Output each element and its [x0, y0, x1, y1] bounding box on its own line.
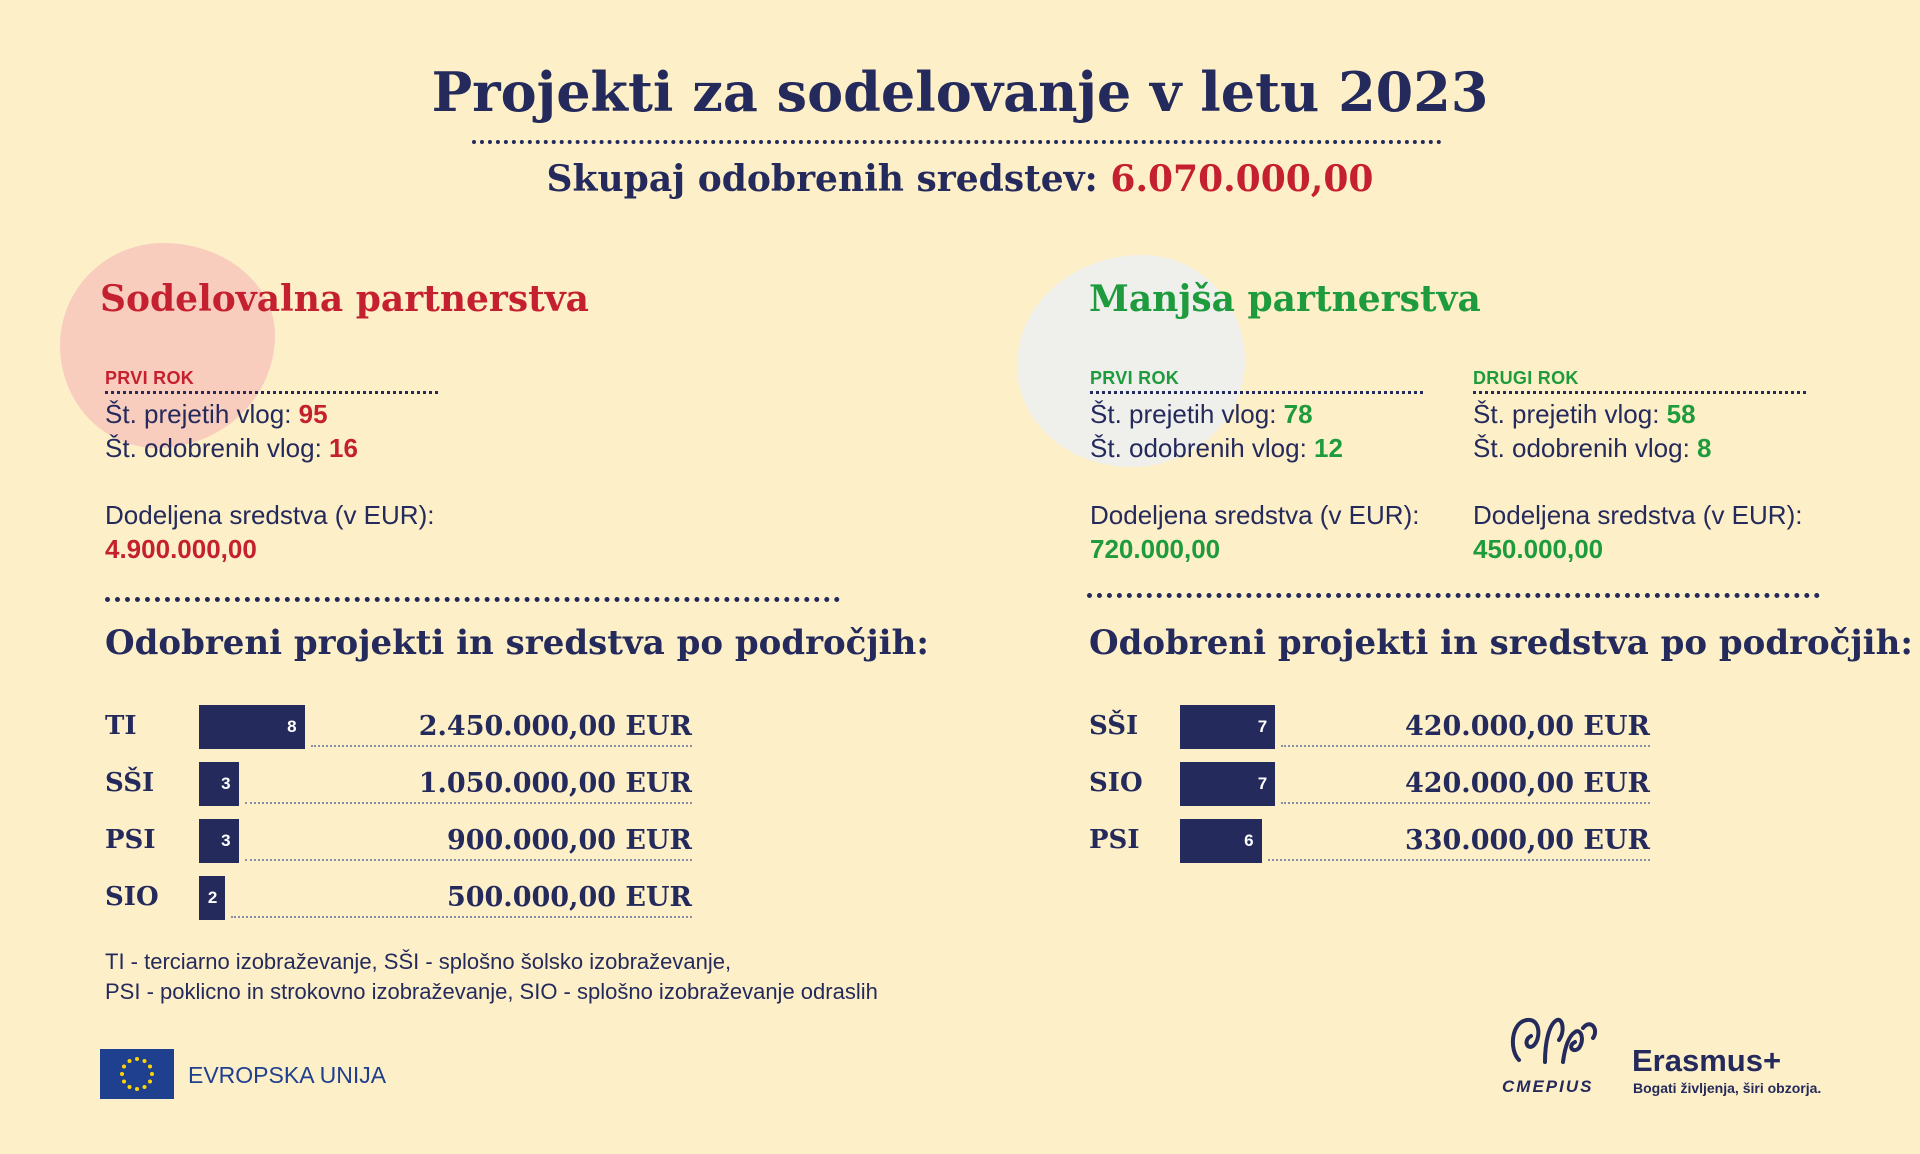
bar-count-label: 3 — [221, 774, 231, 793]
leader-line — [311, 745, 692, 747]
leader-line — [231, 916, 692, 918]
funds-value: 420.000,00 EUR — [1404, 768, 1650, 799]
title-divider — [472, 140, 1442, 144]
funds-value: 1.050.000,00 EUR — [418, 768, 692, 799]
right-round2-received — [1473, 399, 1696, 430]
bar — [1180, 762, 1275, 806]
right-round2-funds-label: Dodeljena sredstva (v EUR): — [1473, 500, 1803, 530]
funds-value: 330.000,00 EUR — [1404, 825, 1650, 856]
right-round1-received — [1090, 399, 1313, 430]
total-funds — [0, 158, 1920, 200]
right-round1-funds-value: 720.000,00 — [1090, 534, 1221, 564]
category-label: PSI — [1089, 825, 1140, 855]
category-label: SIO — [105, 882, 159, 912]
right-divider — [1087, 593, 1820, 598]
right-round2-label: DRUGI ROK — [1473, 368, 1579, 388]
bar-count-label: 7 — [1257, 717, 1268, 736]
eu-label: EVROPSKA UNIJA — [188, 1062, 387, 1088]
leader-line — [245, 802, 692, 804]
right-round1-approved — [1090, 433, 1343, 464]
bar-count-label: 3 — [221, 831, 231, 850]
category-label: TI — [105, 711, 137, 741]
right-round1-rule — [1090, 391, 1423, 394]
right-round1-funds-label: Dodeljena sredstva (v EUR): — [1090, 500, 1420, 530]
right-round2-approved-value: 8 — [1697, 433, 1712, 463]
right-round1-received-value: 78 — [1283, 399, 1313, 429]
page-title: Projekti za sodelovanje v letu 2023 — [431, 60, 1489, 124]
bar-count-label: 6 — [1244, 831, 1254, 850]
erasmus-slogan: Bogati življenja, širi obzorja. — [1633, 1080, 1822, 1096]
section-title-manjsa: Manjša partnerstva — [1089, 278, 1481, 320]
funds-value: 900.000,00 EUR — [446, 825, 692, 856]
left-approved-label: Št. odobrenih vlog: — [105, 433, 322, 463]
leader-line — [245, 859, 692, 861]
funds-value: 420.000,00 EUR — [1404, 711, 1650, 742]
right-round2-funds-value: 450.000,00 — [1473, 534, 1604, 564]
left-received — [105, 399, 328, 430]
cmepius-logo-text: CMEPIUS — [1502, 1077, 1594, 1096]
eu-flag-icon — [100, 1049, 174, 1099]
right-round1-approved-value: 12 — [1314, 433, 1343, 463]
right-round2-approved-label: Št. odobrenih vlog: — [1473, 433, 1690, 463]
abbreviation-legend — [105, 947, 878, 1007]
right-round2-received-value: 58 — [1666, 399, 1696, 429]
legend-line-1: TI - terciarno izobraževanje, SŠI - splošno šolsko izobraževanje, — [105, 949, 732, 974]
erasmus-logo-text: Erasmus+ — [1632, 1043, 1782, 1078]
leader-line — [1281, 745, 1650, 747]
left-divider — [105, 597, 840, 602]
left-funds-value: 4.900.000,00 — [105, 534, 257, 564]
bar — [1180, 819, 1262, 863]
bar — [1180, 705, 1275, 749]
bar — [199, 819, 239, 863]
right-round1-label: PRVI ROK — [1090, 368, 1180, 388]
funds-value: 2.450.000,00 EUR — [418, 711, 692, 742]
left-funds-label: Dodeljena sredstva (v EUR): — [105, 500, 435, 530]
leader-line — [1268, 859, 1650, 861]
bar — [199, 876, 225, 920]
right-breakdown-title: Odobreni projekti in sredstva po področjih: — [1089, 623, 1913, 663]
left-approved — [105, 433, 358, 464]
section-title-sodelovalna: Sodelovalna partnerstva — [100, 278, 590, 320]
bar-count-label: 2 — [207, 888, 218, 907]
bar-count-label: 8 — [287, 717, 297, 736]
total-funds-value: 6.070.000,00 — [1110, 158, 1374, 200]
right-round1-received-label: Št. prejetih vlog: — [1090, 399, 1277, 429]
bar — [199, 762, 239, 806]
right-round2-rule — [1473, 391, 1806, 394]
left-round-label: PRVI ROK — [105, 368, 195, 388]
right-round2-approved — [1473, 433, 1712, 464]
legend-line-2: PSI - poklicno in strokovno izobraževanje, SIO - splošno izobraževanje odraslih — [105, 979, 878, 1004]
leader-line — [1281, 802, 1650, 804]
category-label: SŠI — [105, 768, 155, 798]
right-round1-approved-label: Št. odobrenih vlog: — [1090, 433, 1307, 463]
bar — [199, 705, 305, 749]
left-received-label: Št. prejetih vlog: — [105, 399, 292, 429]
left-approved-value: 16 — [329, 433, 358, 463]
bar-count-label: 7 — [1257, 774, 1268, 793]
category-label: SŠI — [1089, 711, 1139, 741]
cmepius-logo-icon — [1505, 1010, 1605, 1081]
funds-value: 500.000,00 EUR — [446, 882, 692, 913]
left-round-rule — [105, 391, 438, 394]
left-received-value: 95 — [298, 399, 328, 429]
left-breakdown-title: Odobreni projekti in sredstva po področjih: — [105, 623, 929, 663]
total-funds-label: Skupaj odobrenih sredstev: — [546, 158, 1098, 200]
category-label: PSI — [105, 825, 156, 855]
category-label: SIO — [1089, 768, 1143, 798]
right-round2-received-label: Št. prejetih vlog: — [1473, 399, 1660, 429]
